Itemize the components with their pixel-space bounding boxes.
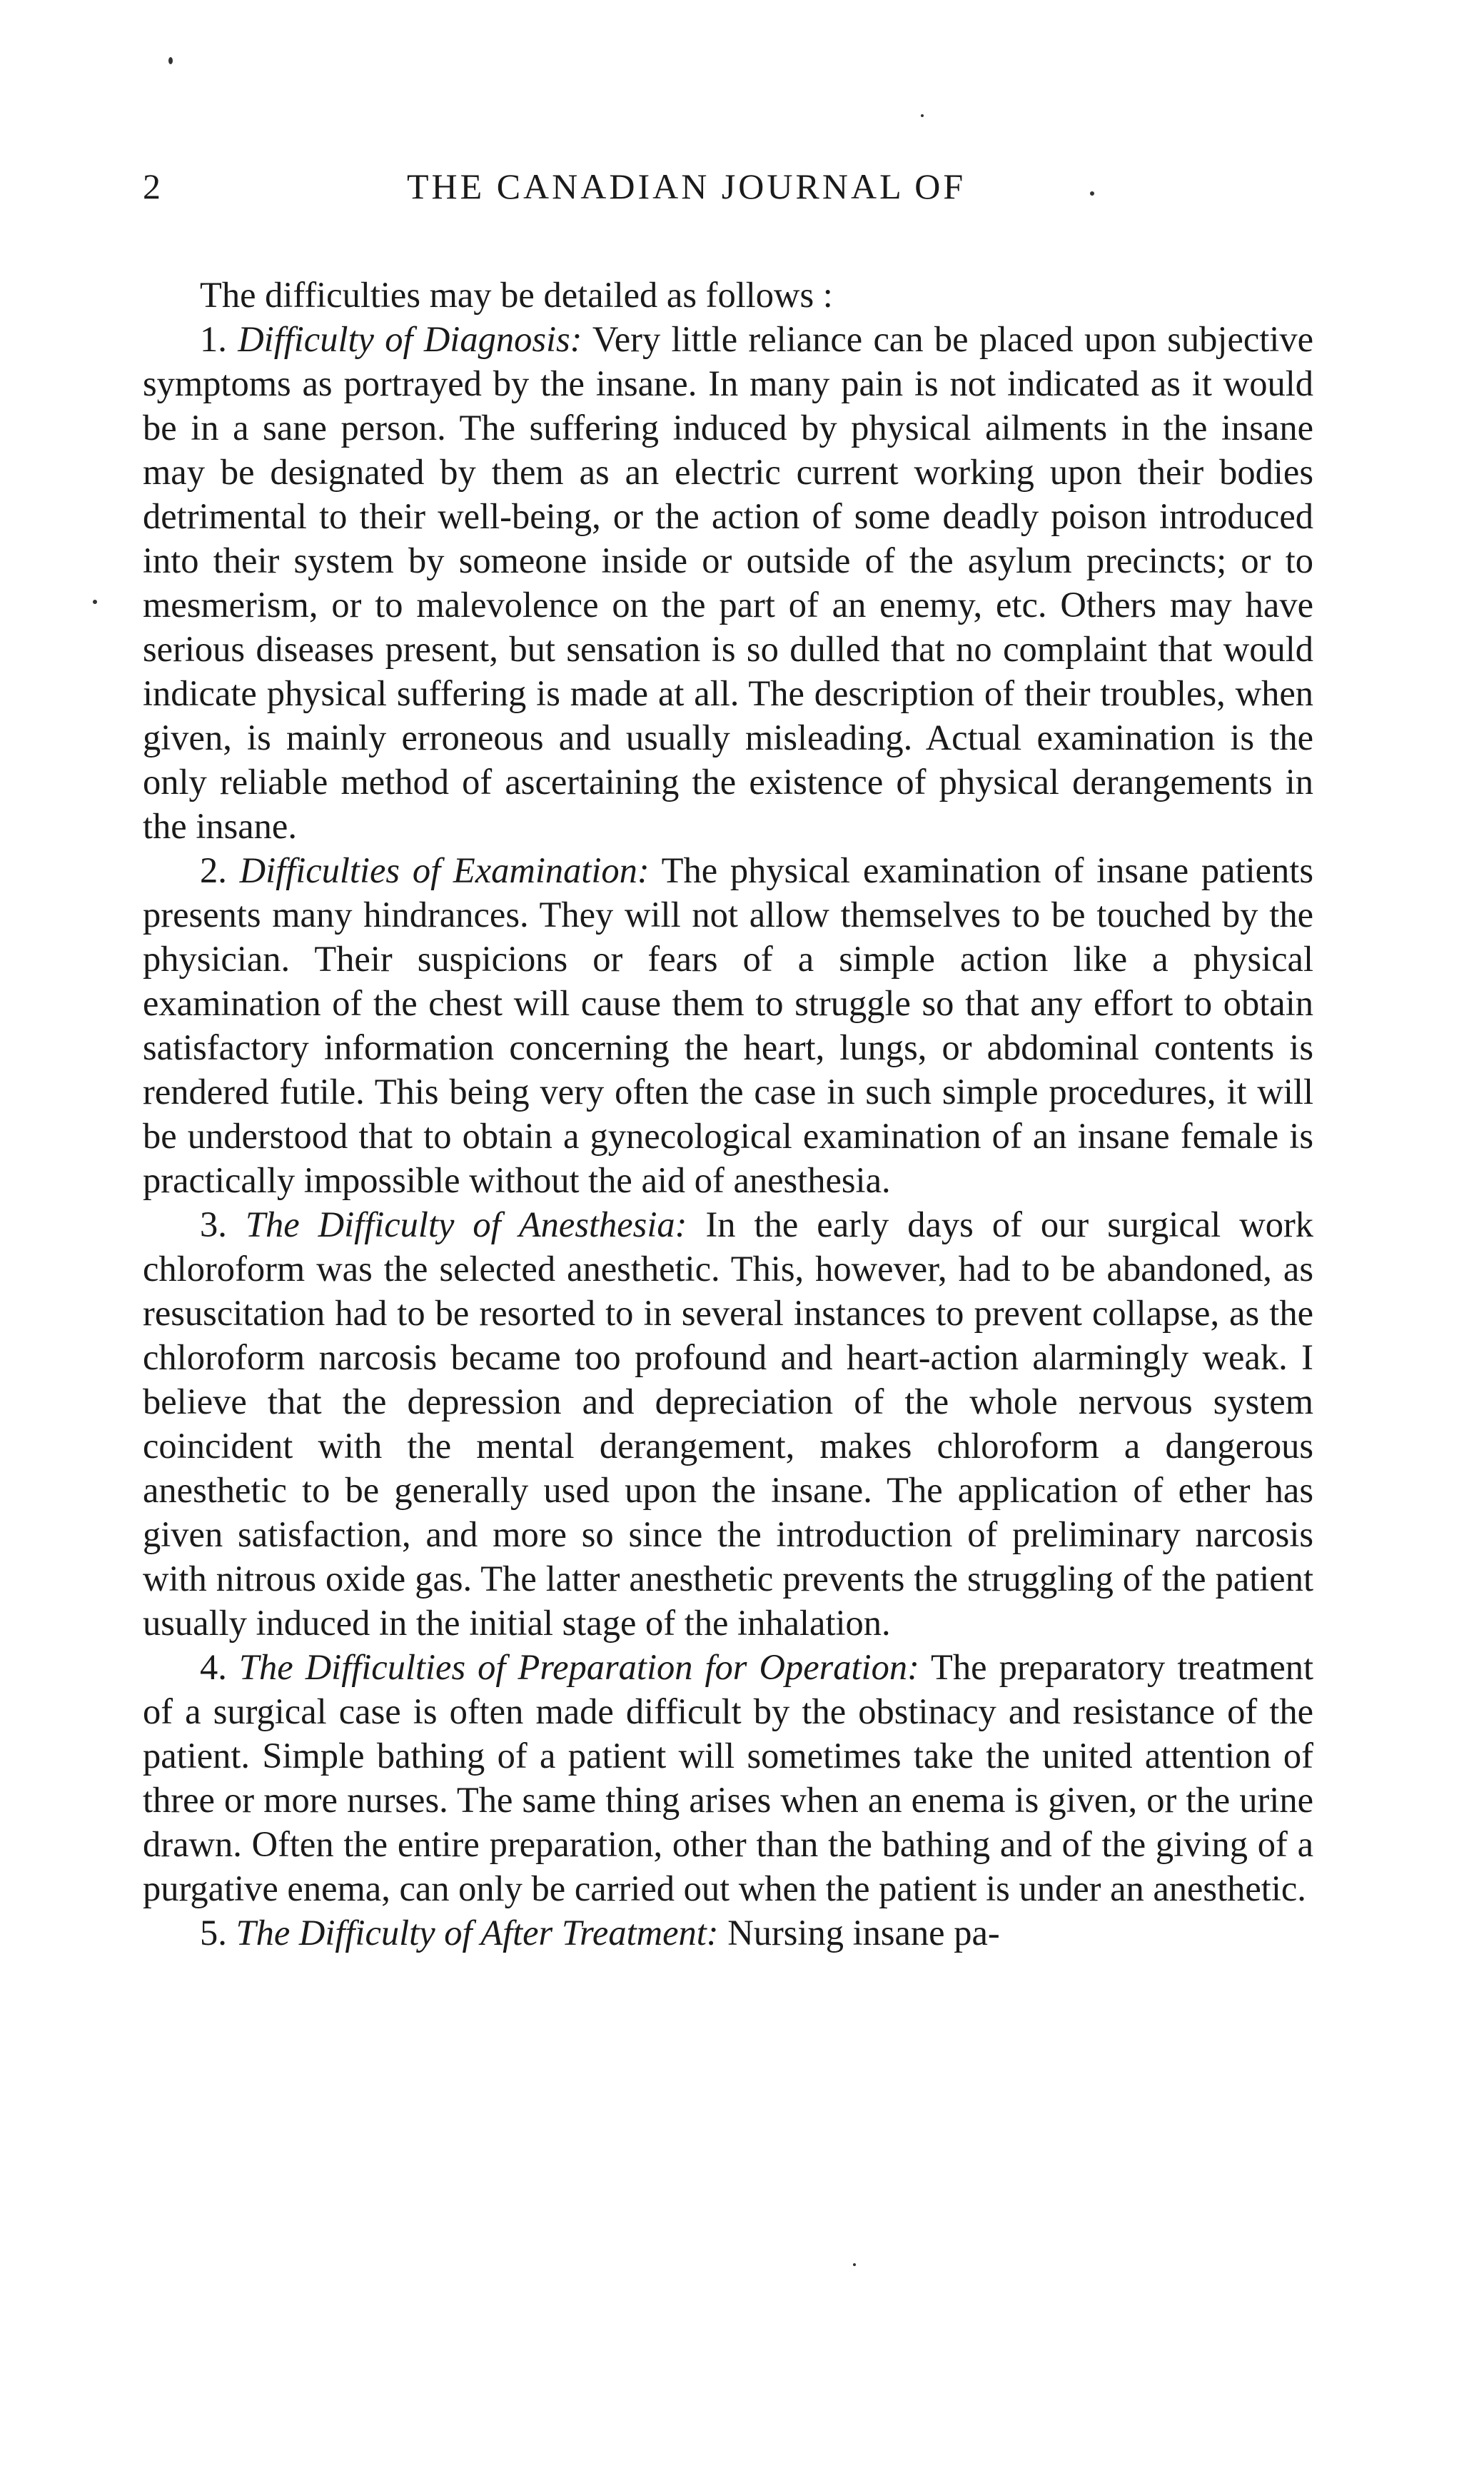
section-number: 4. (200, 1647, 227, 1687)
section-text: Nursing insane pa- (727, 1913, 1000, 1953)
section-number: 1. (200, 319, 227, 359)
page-number: 2 (143, 166, 163, 206)
section-paragraph (143, 1645, 1313, 1911)
section-text: In the early days of our surgical work chloroform was the selected anesthetic. This, however, had to be abandoned, as resuscitation had to be resorted to in several instances to prevent collapse, as the chloroform narcosis became too profound and heart-action alarmingly weak. I believe that the depression and depreciation of the whole nervous system coincident with the mental derangement, makes chloroform a dangerous anesthetic to be generally used upon the insane. The application of ether has given satisfaction, and more so since the introduction of preliminary narcosis with nitrous oxide gas. The latter anesthetic prevents the struggling of the patient usually induced in the initial stage of the inhalation. (143, 1204, 1314, 1643)
journal-title: THE CANADIAN JOURNAL OF (407, 166, 966, 206)
section-heading: The Difficulties of Preparation for Operation: (238, 1647, 919, 1687)
section-heading: Difficulty of Diagnosis: (238, 319, 582, 359)
section-heading: Difficulties of Examination: (239, 850, 650, 890)
scan-speck (853, 2263, 856, 2266)
section-number: 3. (200, 1204, 227, 1244)
body-text (143, 273, 1313, 1955)
intro-paragraph: The difficulties may be detailed as follows : (200, 275, 833, 315)
section-heading: The Difficulty of Anesthesia: (245, 1204, 687, 1244)
section-text: The physical examination of insane patients presents many hindrances. They will not allow themselves to be touched by the physician. Their suspicions or fears of a simple action like a physical examination of the chest will cause them to struggle so that any effort to obtain satisfactory information concerning the heart, lungs, or abdominal contents is rendered futile. This being very often the case in such simple procedures, it will be understood that to obtain a gynecological examination of an insane female is practically impossible without the aid of anesthesia. (143, 850, 1313, 1200)
page (143, 166, 1313, 1955)
section-paragraph (143, 317, 1313, 848)
running-head (143, 166, 1313, 223)
section-paragraph (143, 1202, 1313, 1645)
section-paragraph (143, 848, 1313, 1202)
scan-speck (93, 600, 97, 604)
section-heading: The Difficulty of After Treatment: (236, 1913, 719, 1953)
scan-speck (921, 114, 924, 117)
section-number: 2. (200, 850, 227, 890)
section-text: The preparatory treatment of a surgical case is often made difficult by the obstinacy and resistance of the patient. Simple bathing of a patient will sometimes take the united attention of three or more nurses. The same thing arises when an enema is given, or the urine drawn. Often the entire preparation, other than the bathing and of the giving of a purgative enema, can only be carried out when the patient is under an anesthetic. (143, 1647, 1314, 1908)
scan-speck (1090, 191, 1094, 196)
section-text: Very little reliance can be placed upon subjective symptoms as portrayed by the insane. In many pain is not indicated as it would be in a sane person. The suffering induced by physical ailments in the insane may be designated by them as an electric current working upon their bodies detrimental to their well-being, or the action of some deadly poison introduced into their system by someone inside or outside of the asylum precincts; or to mesmerism, or to malevolence on the part of an enemy, etc. Others may have serious diseases present, but sensation is so dulled that no complaint that would indicate physical suffering is made at all. The description of their troubles, when given, is mainly erroneous and usually misleading. Actual examination is the only reliable method of ascertaining the existence of physical derangements in the insane. (143, 319, 1313, 846)
scan-speck (168, 57, 173, 64)
section-paragraph (143, 1911, 1313, 1955)
section-number: 5. (200, 1913, 227, 1953)
